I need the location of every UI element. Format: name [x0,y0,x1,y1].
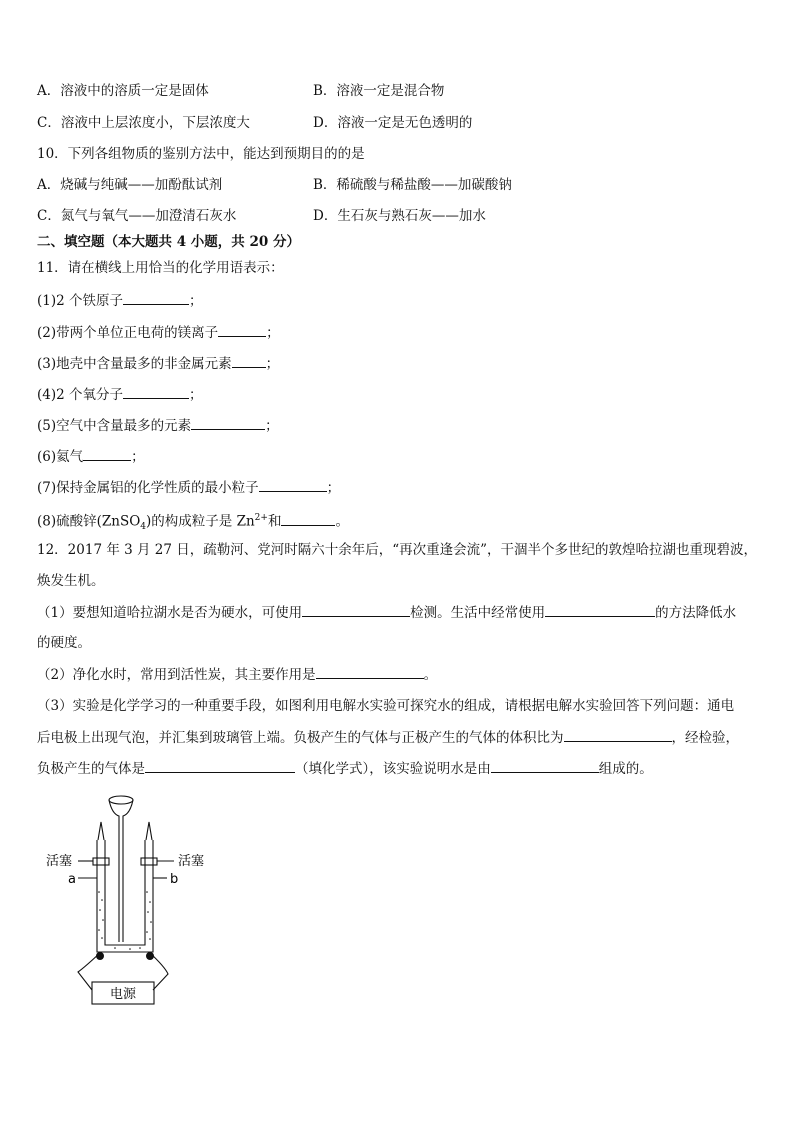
q10-option-a: A．烧碱与纯碱——加酚酞试剂 [37,177,223,193]
item-text: (4)2 个氧分子 [37,387,124,403]
text: 负极产生的气体是 [37,761,145,777]
superscript: 2+ [254,513,268,523]
semicolon: ； [265,418,279,434]
q12-part-2 [37,664,437,685]
answer-blank[interactable] [302,602,410,617]
answer-blank[interactable] [232,353,266,368]
period: 。 [335,513,349,530]
answer-blank[interactable] [145,758,295,773]
answer-blank[interactable] [123,384,189,399]
q11-item-7 [37,477,340,498]
text: （填化学式），该实验说明水是由 [295,761,491,777]
electrode-left [96,952,104,960]
answer-blank[interactable] [281,511,335,526]
q12-part-1 [37,602,736,623]
q11-item-1 [37,290,203,311]
funnel-tube [109,800,133,942]
tube-a [97,840,105,942]
text: （2）净化水时，常用到活性炭，其主要作用是 [37,667,316,683]
stopcock-left-label: 活塞 [46,854,73,869]
q9-option-c: C．溶液中上层浓度小，下层浓度大 [37,115,250,131]
text: 。 [423,667,438,683]
tube-b [145,840,153,942]
text: ，经检验， [671,730,739,746]
answer-blank[interactable] [564,727,672,742]
semicolon: ； [265,356,280,372]
semicolon: ； [131,449,145,465]
stopcock-right [141,858,157,865]
subscript: 4 [140,522,147,533]
q10-option-b: B．稀硫酸与稀盐酸——加碳酸钠 [313,177,512,193]
item-text: (5)空气中含量最多的元素 [37,418,192,434]
answer-blank[interactable] [83,446,131,461]
item-text: (8)硫酸锌(ZnSO [37,513,141,530]
semicolon: ； [266,325,280,341]
q9-option-d: D．溶液一定是无色透明的 [313,115,473,131]
section-title: 二、填空题（本大题共 4 小题，共 20 分） [37,234,300,250]
semicolon: ； [326,480,341,496]
item-text-and: 和 [267,513,282,530]
answer-blank[interactable] [545,602,655,617]
base-connector [97,942,153,952]
q12-line-1: 12．2017 年 3 月 27 日，疏勒河、党河时隔六十余年后，“再次重逢会流”，干涸半个多世纪的敦煌哈拉湖也重现碧波， [37,542,758,558]
item-text: (6)氦气 [37,449,84,465]
item-text: (7)保持金属铝的化学性质的最小粒子 [37,480,259,496]
item-text: (2)带两个单位正电荷的镁离子 [37,325,219,341]
text: 后电极上出现气泡，并汇集到玻璃管上端。负极产生的气体与正极产生的气体的体积比为 [37,730,564,746]
q12-part-3-line-3 [37,758,653,779]
text: 的方法降低水 [655,605,737,621]
q11-item-4 [37,384,203,405]
q11-item-5 [37,415,279,436]
q11-item-6 [37,446,145,467]
q12-part-3-line-1: （3）实验是化学学习的一种重要手段，如图利用电解水实验可探究水的组成，请根据电解水实验回答下列问题：通电 [37,698,735,714]
q12-part-3-line-2 [37,727,739,748]
q11-item-8 [37,508,349,537]
item-text: (3)地壳中含量最多的非金属元素 [37,356,232,372]
q9-option-a: A．溶液中的溶质一定是固体 [37,83,209,99]
electrode-right [146,952,154,960]
q9-option-b: B．溶液一定是混合物 [313,83,445,99]
q11-stem: 11．请在横线上用恰当的化学用语表示： [37,260,284,276]
answer-blank[interactable] [191,415,265,430]
tube-b-label: b [170,872,179,887]
tube-a-tip [98,822,104,840]
text: （1）要想知道哈拉湖水是否为硬水，可使用 [37,605,303,621]
text: 组成的。 [598,761,653,777]
stopcock-left [93,858,109,865]
q10-option-c: C．氮气与氧气——加澄清石灰水 [37,208,237,224]
q10-stem: 10．下列各组物质的鉴别方法中，能达到预期目的的是 [37,146,365,162]
q11-item-2 [37,322,280,343]
q12-line-2: 焕发生机。 [37,573,105,589]
q11-item-3 [37,353,279,374]
electrolysis-apparatus-figure [40,792,240,1007]
power-label: 电源 [110,987,137,1002]
stopcock-right-label: 活塞 [178,854,205,869]
q10-option-d: D．生石灰与熟石灰——加水 [313,208,486,224]
semicolon: ； [189,293,203,309]
semicolon: ； [189,387,203,403]
tube-b-tip [146,822,152,840]
item-text-mid: )的构成粒子是 Zn [146,513,255,530]
answer-blank[interactable] [259,477,327,492]
q12-part-1-cont: 的硬度。 [37,635,91,651]
tube-a-label: a [68,872,76,887]
answer-blank[interactable] [218,322,266,337]
answer-blank[interactable] [491,758,599,773]
text: 检测。生活中经常使用 [410,605,546,621]
item-text: (1)2 个铁原子 [37,293,124,309]
answer-blank[interactable] [123,290,189,305]
funnel-rim [109,796,133,804]
answer-blank[interactable] [316,664,424,679]
